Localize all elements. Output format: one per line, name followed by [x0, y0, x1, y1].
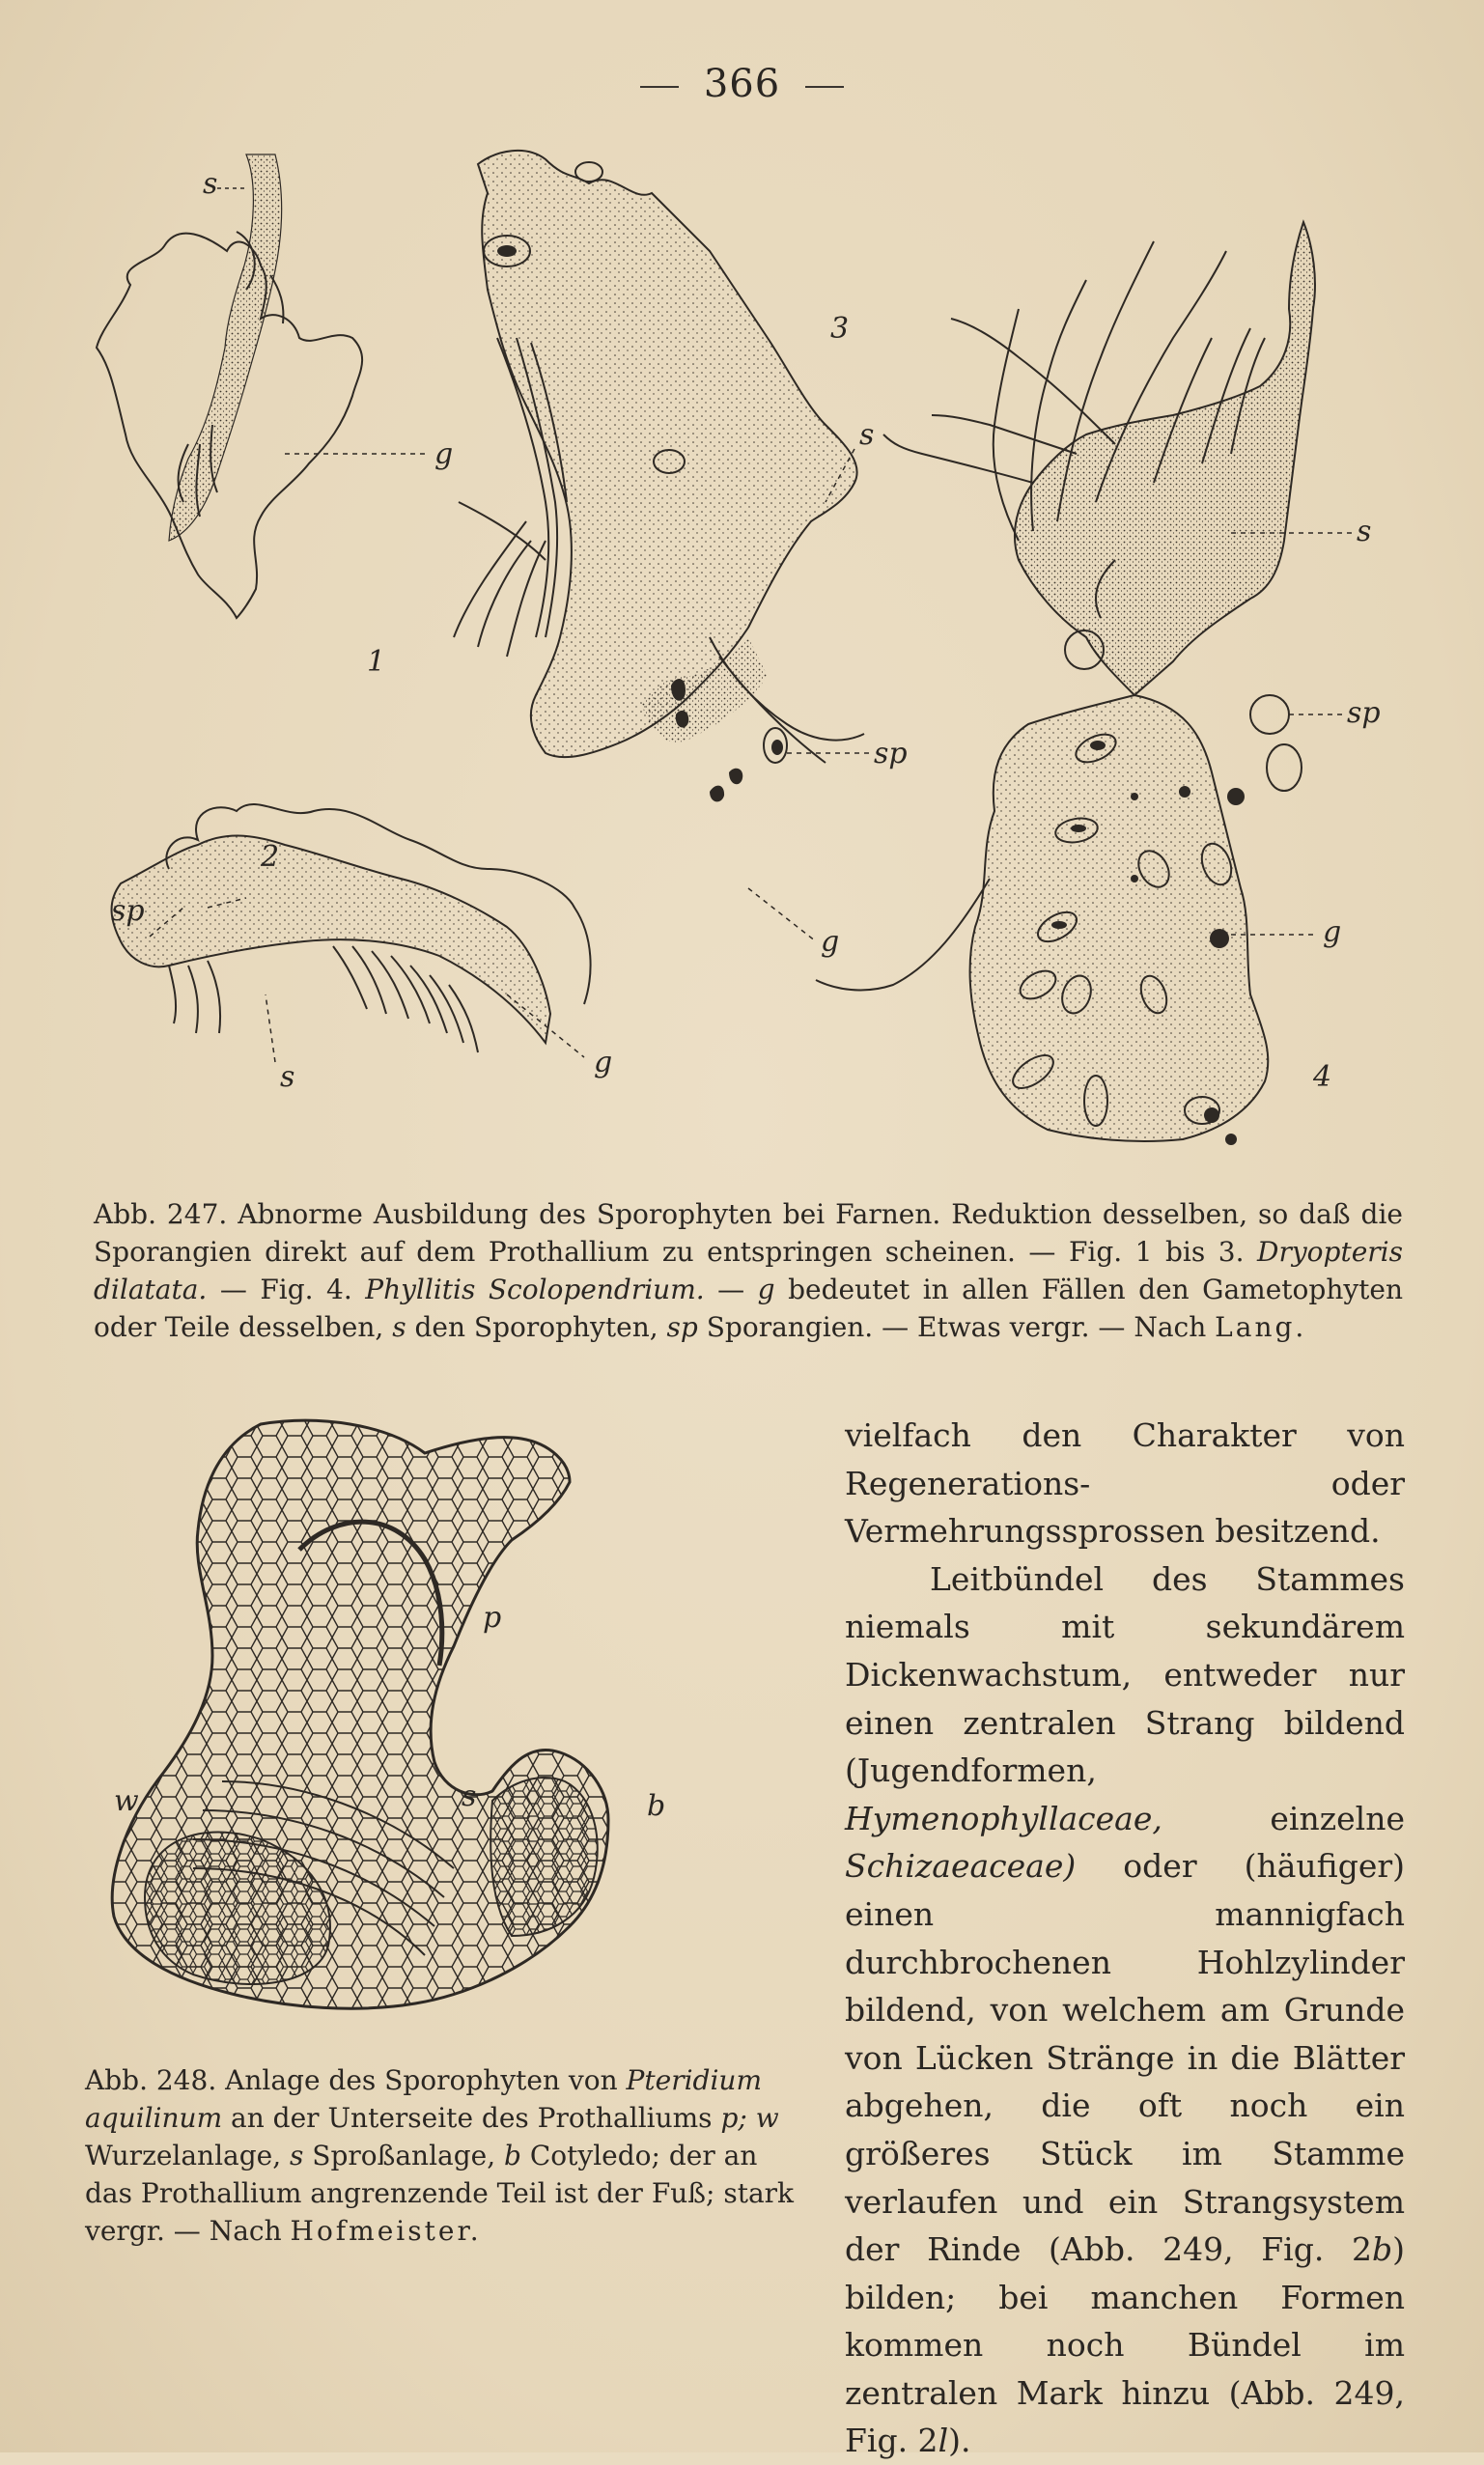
figure-247-caption: Abb. 247. Abnorme Ausbildung des Sporophyten bei Farnen. Reduktion desselben, so daß die Sporangien direkt auf dem Prothallium zu entspringen scheinen. — Fig. 1 bis 3. Dryopteris dilatata. — Fig. 4. Phyllitis Scolopendrium. — g bedeutet in allen Fällen den Gametophyten oder Teile desselben, s den Sporophyten, sp Sporangien. — Etwas vergr. — Nach Lang.	[94, 1198, 1404, 1343]
fig4-label-sp: sp	[1347, 696, 1381, 730]
fig3-leader-g	[748, 888, 816, 941]
fig4-number: 4	[1313, 1060, 1332, 1094]
fig3-number: 3	[830, 312, 850, 346]
right-dash	[805, 86, 844, 88]
fig4-label-s: s	[1357, 515, 1372, 548]
fig3-label-g: g	[821, 925, 840, 959]
fig2-leader-s	[266, 994, 275, 1062]
fig248-label-s: s	[462, 1779, 477, 1813]
fig3-label-sp: sp	[874, 737, 908, 770]
fig248-label-p: p	[483, 1601, 502, 1635]
figure-247-author: Lang.	[1215, 1311, 1307, 1343]
fig3-drawing	[454, 151, 864, 801]
paragraph-2: Leitbündel des Stammes niemals mit sekundärem Dickenwachstum, entweder nur einen zentralen Strang bildend (Jugendformen, Hymenophyllaceae, einzelne Schizaeaceae) oder (häufiger) einen mannigfach durchbrochenen Hohlzylinder bildend, von welchem am Grunde von Lücken Stränge in die Blätter abgehen, die oft noch ein größeres Stück im Stamme verlaufen und ein Strangsystem der Rinde (Abb. 249, Fig. 2b) bilden; bei manchen Formen kommen noch Bündel im zentralen Mark hinzu (Abb. 249, Fig. 2l).	[845, 1559, 1405, 2460]
fig1-sporophyte	[169, 154, 282, 541]
figure-248-drawing	[106, 1415, 734, 2042]
fig2-label-s: s	[280, 1060, 295, 1094]
fig4-label-g: g	[1323, 915, 1342, 949]
fig2-label-sp: sp	[111, 894, 145, 928]
fig2-drawing	[112, 804, 591, 1052]
figure-248-caption: Abb. 248. Anlage des Sporophyten von Pteridium aquilinum an der Unterseite des Prothalliums p; w Wurzelanlage, s Sproßanlage, b Cotyledo; der an das Prothallium angrenzende Teil ist der Fuß; stark vergr. — Nach Hofmeister.	[85, 2064, 794, 2247]
body-text-column	[845, 1412, 1405, 2465]
figure-247-drawings	[92, 135, 1405, 1178]
left-dash	[640, 86, 679, 88]
page-number: 366	[0, 62, 1484, 106]
fig1-label-g: g	[434, 437, 454, 471]
fig3-label-s: s	[859, 418, 875, 452]
paragraph-1: vielfach den Charakter von Regenerations- oder Vermehrungssprossen besitzend.	[845, 1416, 1405, 1551]
fig1-number: 1	[367, 645, 386, 679]
fig2-label-g: g	[594, 1046, 613, 1079]
fig248-label-w: w	[114, 1784, 139, 1818]
fig1-label-s: s	[203, 167, 218, 201]
figure-248-author: Hofmeister.	[290, 2215, 482, 2247]
fig2-number: 2	[261, 840, 280, 874]
fig4-drawing	[816, 222, 1315, 1145]
fig248-label-b: b	[647, 1789, 666, 1823]
